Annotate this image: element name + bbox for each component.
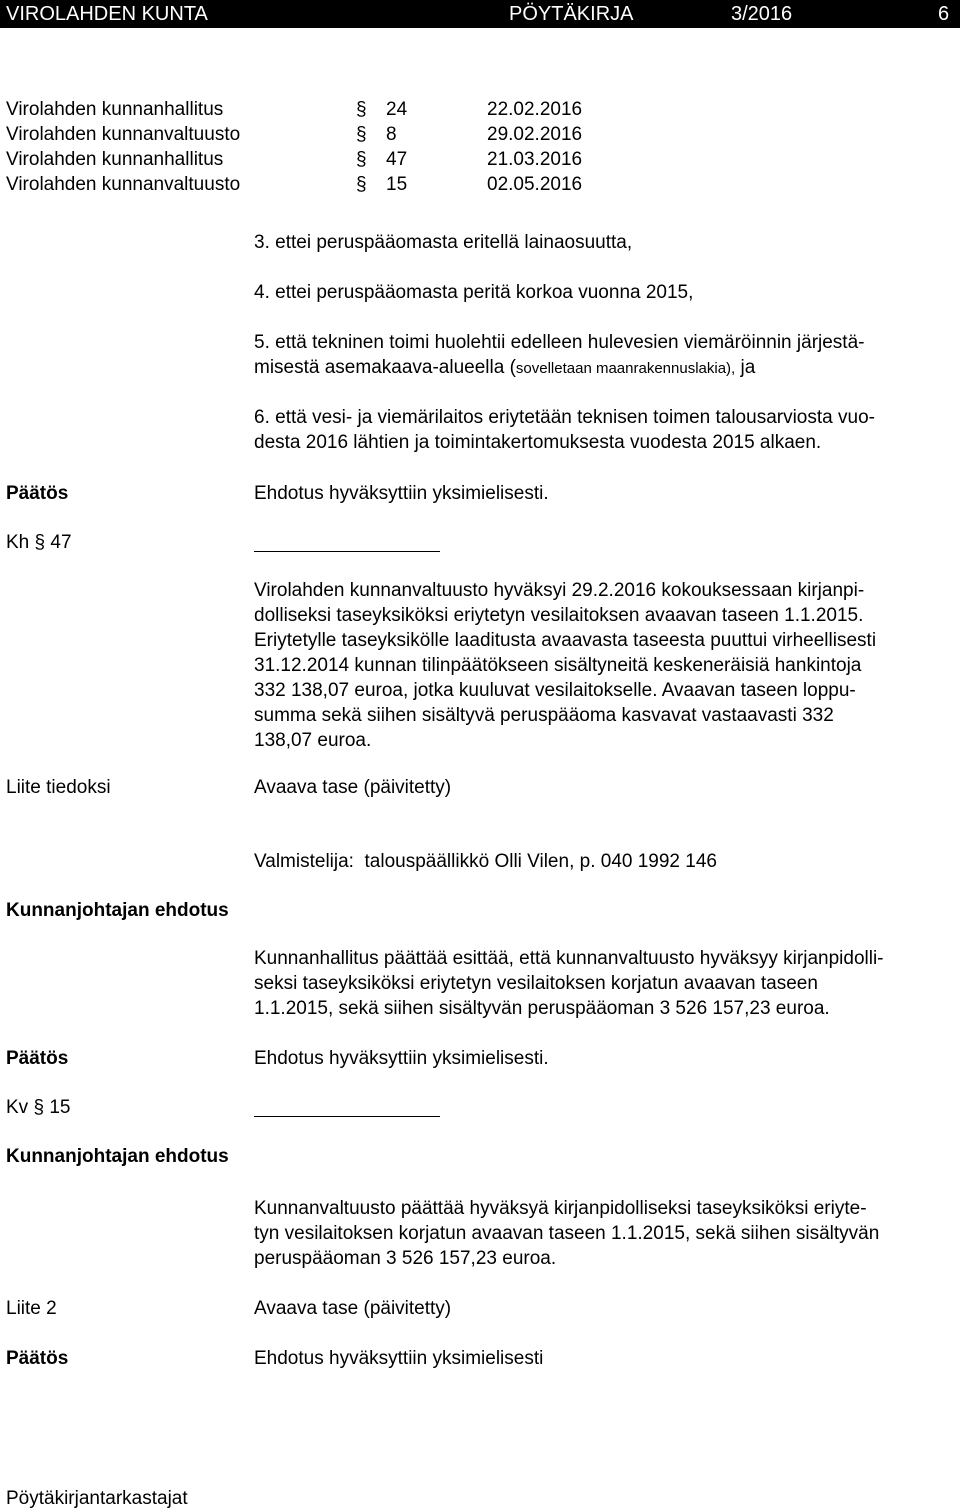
- kh47-line-7: 138,07 euroa.: [254, 730, 372, 751]
- kh47-line-1: Virolahden kunnanvaltuusto hyväksyi 29.2.2016 kokouksessaan kirjanpi-: [254, 580, 865, 601]
- kv-label: Kv: [6, 1097, 29, 1118]
- proposal-1-line-1: Kunnanhallitus päättää esittää, että kunnanvaltuusto hyväksyy kirjanpidolli-: [254, 948, 884, 969]
- ref-sign-2: §: [356, 124, 367, 145]
- page-header: [0, 0, 960, 28]
- ref-sign-1: §: [356, 99, 367, 120]
- kv-sign: §: [33, 1097, 45, 1118]
- list-item-6-line2: desta 2016 lähtien ja toimintakertomuksesta vuodesta 2015 alkaen.: [254, 432, 822, 453]
- header-page: 6: [938, 3, 950, 25]
- ref-num-4: 15: [386, 174, 408, 195]
- list-item-6-line1: 6. että vesi- ja viemärilaitos eriytetään teknisen toimen talousarviosta vuo-: [254, 407, 875, 428]
- separator-rule-2: [254, 1116, 440, 1117]
- kh-label: Kh: [6, 532, 30, 553]
- footer-text: Pöytäkirjantarkastajat: [6, 1488, 188, 1509]
- list-item-5-line2: [254, 355, 755, 381]
- separator-rule-1: [254, 551, 440, 552]
- kh47-line-5: 332 138,07 euroa, jotka kuuluvat vesilaitokselle. Avaavan taseen loppu-: [254, 680, 856, 701]
- list-item-5-tail: ja: [735, 357, 756, 378]
- proposal-1-line-3: 1.1.2015, sekä siihen sisältyvän peruspääoman 3 526 157,23 euroa.: [254, 998, 830, 1019]
- attachment-2-text: Avaava tase (päivitetty): [254, 1298, 452, 1319]
- decision-2-text: Ehdotus hyväksyttiin yksimielisesti.: [254, 1048, 549, 1069]
- ref-num-1: 24: [386, 99, 408, 120]
- list-item-4: 4. ettei peruspääomasta peritä korkoa vuonna 2015,: [254, 282, 694, 303]
- attachment-1-label: Liite tiedoksi: [6, 777, 111, 798]
- list-item-5-text: misestä asemakaava-alueella (: [254, 357, 516, 378]
- proposal-2-label: Kunnanjohtajan ehdotus: [6, 1146, 229, 1167]
- decision-3-text: Ehdotus hyväksyttiin yksimielisesti: [254, 1348, 544, 1369]
- kh-section-ref: [6, 530, 72, 555]
- proposal-1-line-2: seksi taseyksiköksi eriytetyn vesilaitoksen korjatun avaavan taseen: [254, 973, 818, 994]
- kh-num: 47: [50, 532, 72, 553]
- preparer-line: [254, 849, 717, 874]
- list-item-5-line1: 5. että tekninen toimi huolehtii edelleen hulevesien viemäröinnin järjestä-: [254, 332, 865, 353]
- attachment-2-label: Liite 2: [6, 1298, 57, 1319]
- kh47-line-4: 31.12.2014 kunnan tilinpäätökseen sisältyneitä keskeneräisiä hankintoja: [254, 655, 862, 676]
- proposal-2-line-1: Kunnanvaltuusto päättää hyväksyä kirjanpidolliseksi taseyksiköksi eriyte-: [254, 1198, 867, 1219]
- header-org: VIROLAHDEN KUNTA: [6, 3, 208, 25]
- kv-num: 15: [49, 1097, 71, 1118]
- kh-sign: §: [34, 532, 46, 553]
- kh47-line-6: summa sekä siihen sisältyvä peruspääoma kasvavat vastaavasti 332: [254, 705, 834, 726]
- preparer-text: talouspäällikkö Olli Vilen, p. 040 1992 146: [364, 851, 717, 872]
- header-doc-type: PÖYTÄKIRJA: [509, 3, 634, 25]
- ref-date-2: 29.02.2016: [487, 124, 583, 145]
- ref-body-4: Virolahden kunnanvaltuusto: [6, 174, 241, 195]
- ref-sign-4: §: [356, 174, 367, 195]
- kv-section-ref: [6, 1095, 70, 1120]
- ref-body-3: Virolahden kunnanhallitus: [6, 149, 224, 170]
- ref-date-1: 22.02.2016: [487, 99, 583, 120]
- proposal-2-line-3: peruspääoman 3 526 157,23 euroa.: [254, 1248, 557, 1269]
- ref-num-3: 47: [386, 149, 408, 170]
- decision-2-label: Päätös: [6, 1048, 69, 1069]
- proposal-1-label: Kunnanjohtajan ehdotus: [6, 900, 229, 921]
- ref-sign-3: §: [356, 149, 367, 170]
- ref-body-1: Virolahden kunnanhallitus: [6, 99, 224, 120]
- ref-body-2: Virolahden kunnanvaltuusto: [6, 124, 241, 145]
- ref-num-2: 8: [386, 124, 397, 145]
- kh47-line-3: Eriytetylle taseyksikölle laaditusta avaavasta taseesta puuttui virheellisesti: [254, 630, 877, 651]
- decision-3-label: Päätös: [6, 1348, 69, 1369]
- decision-1-label: Päätös: [6, 483, 69, 504]
- header-number: 3/2016: [731, 3, 793, 25]
- list-item-5-note: sovelletaan maanrakennuslakia),: [515, 360, 736, 377]
- preparer-label: Valmistelija:: [254, 851, 354, 872]
- attachment-1-text: Avaava tase (päivitetty): [254, 777, 452, 798]
- ref-date-4: 02.05.2016: [487, 174, 583, 195]
- list-item-3: 3. ettei peruspääomasta eritellä lainaosuutta,: [254, 232, 633, 253]
- proposal-2-line-2: tyn vesilaitoksen korjatun avaavan taseen 1.1.2015, sekä siihen sisältyvän: [254, 1223, 880, 1244]
- decision-1-text: Ehdotus hyväksyttiin yksimielisesti.: [254, 483, 549, 504]
- ref-date-3: 21.03.2016: [487, 149, 583, 170]
- kh47-line-2: dolliseksi taseyksiköksi eriytetyn vesilaitoksen avaavan taseen 1.1.2015.: [254, 605, 864, 626]
